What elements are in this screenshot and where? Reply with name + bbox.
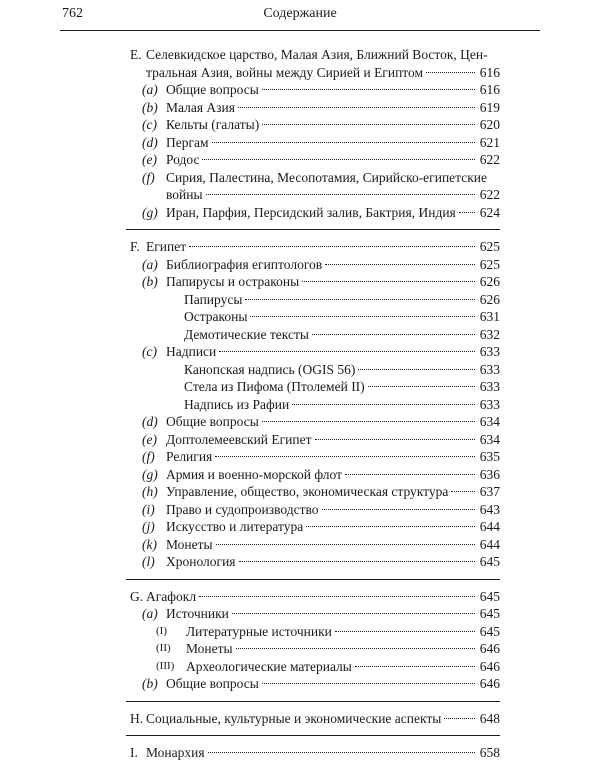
entry-number: (a): [142, 82, 158, 97]
entry-page-number: 645: [479, 606, 500, 621]
entry-page-number: 646: [479, 658, 500, 674]
toc-entry[interactable]: [166, 448, 500, 466]
toc-entry[interactable]: [166, 501, 500, 519]
section-rule: [126, 229, 500, 230]
entry-number: (III): [156, 659, 175, 672]
entry-page-number: 616: [479, 82, 500, 97]
entry-number: (e): [142, 431, 157, 447]
dot-leader: [368, 386, 475, 387]
entry-page-number: 658: [479, 745, 500, 760]
dot-leader: [306, 526, 475, 527]
dot-leader: [206, 194, 475, 195]
toc-entry[interactable]: [146, 64, 500, 82]
entry-page-number: 634: [479, 414, 500, 429]
dot-leader: [335, 631, 475, 632]
entry-page-number: 620: [479, 117, 500, 132]
entry-page-number: 626: [479, 274, 500, 289]
entry-page-number: 631: [479, 309, 500, 324]
entry-title: Социальные, культурные и экономические аспекты: [146, 710, 442, 726]
header-rule: [60, 30, 540, 31]
dot-leader: [245, 299, 475, 300]
entry-number: (k): [142, 536, 157, 552]
entry-title: Надпись из Рафии: [184, 396, 290, 412]
running-head: Содержание: [263, 6, 337, 21]
dot-leader: [232, 613, 475, 614]
entry-title: Источники: [166, 606, 229, 621]
entry-page-number: 637: [479, 484, 500, 499]
toc-entry[interactable]: [166, 134, 500, 152]
entry-title: Демотические тексты: [184, 326, 309, 342]
entry-title: Монеты: [166, 536, 213, 552]
entry-title: Искусство и литература: [166, 519, 304, 534]
dot-leader: [202, 159, 475, 160]
toc-entry[interactable]: [166, 273, 500, 291]
dot-leader: [292, 404, 475, 405]
dot-leader: [426, 72, 475, 73]
section-letter: E.: [130, 47, 142, 62]
entry-title: Родос: [166, 152, 200, 167]
entry-number: (f): [142, 169, 155, 185]
dot-leader: [325, 264, 475, 265]
dot-leader: [345, 474, 475, 475]
entry-page-number: 644: [479, 519, 500, 534]
entry-title: Литературные источники: [186, 623, 332, 639]
entry-title: Хронология: [166, 554, 236, 569]
toc-entry[interactable]: [184, 326, 500, 344]
entry-title: Археологические материалы: [186, 658, 352, 674]
dot-leader: [322, 509, 475, 510]
entry-page-number: 636: [479, 466, 500, 482]
dot-leader: [189, 246, 475, 247]
dot-leader: [238, 107, 475, 108]
entry-page-number: 622: [479, 187, 500, 202]
toc-entry[interactable]: [166, 431, 500, 449]
entry-page-number: 616: [479, 64, 500, 80]
entry-page-number: 621: [479, 134, 500, 150]
entry-page-number: 632: [479, 326, 500, 342]
section-letter: I.: [130, 745, 138, 760]
entry-page-number: 648: [479, 710, 500, 726]
toc-entry[interactable]: [166, 99, 500, 117]
entry-page-number: 643: [479, 501, 500, 517]
dot-leader: [358, 369, 475, 370]
entry-number: (l): [142, 554, 155, 569]
dot-leader: [250, 316, 475, 317]
entry-number: (h): [142, 484, 158, 499]
entry-title: Общие вопросы: [166, 676, 259, 691]
toc-entry[interactable]: [146, 238, 500, 256]
entry-number: (b): [142, 274, 158, 289]
entry-page-number: 622: [479, 152, 500, 167]
entry-title: Египет: [146, 239, 187, 254]
toc-entry[interactable]: [166, 81, 500, 99]
entry-title: Библиография египтологов: [166, 256, 323, 272]
entry-page-number: 645: [479, 554, 500, 569]
entry-page-number: 635: [479, 449, 500, 464]
entry-page-number: 624: [479, 204, 500, 220]
toc-entry[interactable]: [184, 361, 500, 379]
page-number: 762: [62, 6, 83, 21]
entry-number: (c): [142, 344, 157, 359]
entry-page-number: 633: [479, 379, 500, 394]
section-letter: F.: [130, 239, 140, 254]
entry-title: Пергам: [166, 134, 209, 150]
toc-entry[interactable]: [166, 605, 500, 623]
entry-number: (e): [142, 152, 157, 167]
entry-title: Религия: [166, 449, 213, 464]
toc-entry[interactable]: [186, 623, 500, 641]
entry-title: Монархия: [146, 745, 205, 760]
toc-entry[interactable]: [146, 744, 500, 762]
dot-leader: [459, 212, 475, 213]
entry-page-number: 633: [479, 396, 500, 412]
toc-entry[interactable]: [184, 396, 500, 414]
entry-number: (d): [142, 134, 158, 150]
entry-page-number: 646: [479, 641, 500, 656]
section-letter: H.: [130, 710, 144, 726]
toc-entry[interactable]: [166, 553, 500, 571]
entry-number: (c): [142, 117, 157, 132]
entry-title: тральная Азия, войны между Сирией и Египтом: [146, 64, 424, 80]
toc-entry[interactable]: [166, 536, 500, 554]
entry-title: Надписи: [166, 344, 217, 359]
dot-leader: [239, 561, 475, 562]
entry-page-number: 625: [479, 256, 500, 272]
dot-leader: [199, 596, 475, 597]
toc-entry[interactable]: [166, 413, 500, 431]
toc-entry[interactable]: [166, 518, 500, 536]
entry-title: войны: [166, 187, 203, 202]
toc-entry[interactable]: [166, 466, 500, 484]
dot-leader: [262, 421, 475, 422]
entry-title: Малая Азия: [166, 99, 235, 115]
entry-page-number: 626: [479, 291, 500, 307]
toc-entry[interactable]: [186, 640, 500, 658]
entry-title: Стела из Пифома (Птолемей II): [184, 379, 365, 394]
entry-number: (d): [142, 414, 158, 429]
entry-number: (II): [156, 642, 171, 654]
entry-title: Управление, общество, экономическая структура: [166, 484, 449, 499]
dot-leader: [208, 752, 475, 753]
dot-leader: [216, 544, 475, 545]
dot-leader: [302, 281, 475, 282]
toc-entry[interactable]: [166, 675, 500, 693]
entry-page-number: 644: [479, 536, 500, 552]
entry-title: Общие вопросы: [166, 414, 259, 429]
entry-number: (a): [142, 256, 158, 272]
entry-title: Армия и военно-морской флот: [166, 466, 343, 482]
entry-title: Иран, Парфия, Персидский залив, Бактрия, Индия: [166, 204, 456, 220]
toc-entry[interactable]: [166, 186, 500, 204]
entry-number: (j): [142, 519, 155, 534]
entry-page-number: 625: [479, 239, 500, 254]
entry-title: Доптолемеевский Египет: [166, 431, 312, 447]
toc-entry[interactable]: [184, 378, 500, 396]
entry-title: Право и судопроизводство: [166, 501, 319, 517]
dot-leader: [451, 491, 475, 492]
toc-entry[interactable]: [166, 343, 500, 361]
entry-number: (i): [142, 501, 155, 517]
entry-title: Канопская надпись (OGIS 56): [184, 361, 356, 377]
toc-entry[interactable]: [184, 291, 500, 309]
entry-number: (g): [142, 466, 158, 482]
toc-entry[interactable]: [146, 588, 500, 606]
dot-leader: [262, 124, 475, 125]
dot-leader: [219, 351, 475, 352]
entry-page-number: 633: [479, 361, 500, 377]
entry-page-number: 645: [479, 588, 500, 604]
section-rule: [126, 735, 500, 736]
dot-leader: [236, 648, 475, 649]
toc-entry[interactable]: [166, 256, 500, 274]
dot-leader: [444, 718, 475, 719]
toc-entry[interactable]: [146, 710, 500, 728]
entry-number: (g): [142, 204, 158, 220]
toc-entry[interactable]: [186, 658, 500, 676]
entry-title: Папирусы: [184, 291, 243, 307]
entry-title: Монеты: [186, 641, 233, 656]
entry-page-number: 619: [479, 99, 500, 115]
dot-leader: [262, 89, 475, 90]
toc-entry[interactable]: [166, 151, 500, 169]
entry-title-line[interactable]: Сирия, Палестина, Месопотамия, Сирийско-египетские: [166, 169, 487, 185]
dot-leader: [262, 683, 475, 684]
entry-title: Агафокл: [146, 588, 197, 604]
entry-title: Общие вопросы: [166, 82, 259, 97]
section-letter: G.: [130, 588, 144, 604]
toc-entry[interactable]: [166, 204, 500, 222]
dot-leader: [315, 439, 475, 440]
section-rule: [126, 579, 500, 580]
section-rule: [126, 701, 500, 702]
toc-entry[interactable]: [184, 308, 500, 326]
dot-leader: [215, 456, 475, 457]
entry-number: (b): [142, 99, 158, 115]
dot-leader: [355, 666, 475, 667]
dot-leader: [312, 334, 475, 335]
entry-number: (I): [156, 624, 167, 637]
entry-page-number: 633: [479, 344, 500, 359]
entry-number: (b): [142, 676, 158, 691]
entry-number: (f): [142, 449, 155, 464]
entry-page-number: 634: [479, 431, 500, 447]
entry-title: Остраконы: [184, 309, 248, 324]
toc-entry[interactable]: [166, 116, 500, 134]
dot-leader: [212, 142, 475, 143]
entry-page-number: 645: [479, 623, 500, 639]
entry-title: Кельты (галаты): [166, 117, 260, 132]
entry-page-number: 646: [479, 676, 500, 691]
entry-title: Папирусы и остраконы: [166, 274, 300, 289]
toc-entry[interactable]: [166, 483, 500, 501]
entry-number: (a): [142, 606, 158, 621]
entry-title-line[interactable]: Селевкидское царство, Малая Азия, Ближний Восток, Цен-: [146, 47, 488, 62]
